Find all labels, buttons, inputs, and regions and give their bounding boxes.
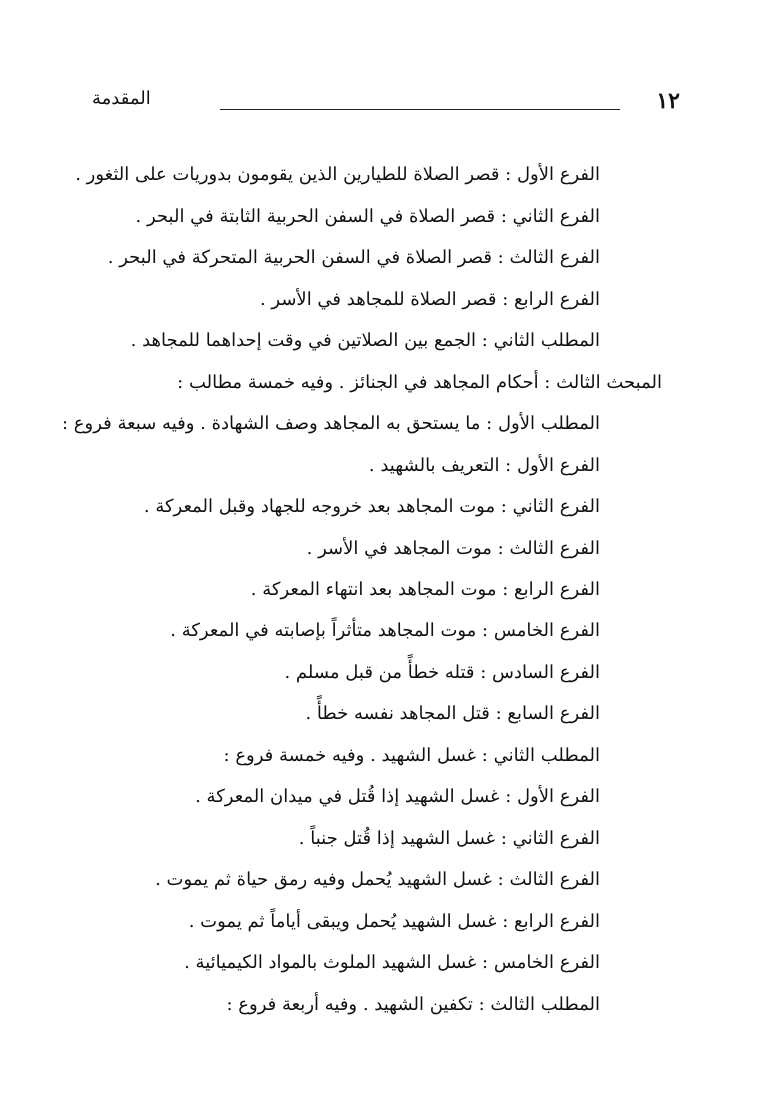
toc-line: الفرع الرابع : موت المجاهد بعد انتهاء المعركة . [250, 579, 600, 600]
toc-line: الفرع الخامس : غسل الشهيد الملوث بالمواد الكيميائية . [184, 952, 600, 973]
toc-line: المطلب الثالث : تكفين الشهيد . وفيه أربعة فروع : [226, 994, 600, 1015]
toc-line: الفرع الأول : غسل الشهيد إذا قُتل في ميدان المعركة . [195, 786, 600, 807]
toc-line: الفرع الثاني : قصر الصلاة في السفن الحربية الثابتة في البحر . [135, 206, 600, 227]
toc-line: الفرع الرابع : قصر الصلاة للمجاهد في الأسر . [259, 289, 600, 310]
toc-line: الفرع الثاني : موت المجاهد بعد خروجه للجهاد وقبل المعركة . [143, 496, 600, 517]
toc-line: الفرع الثالث : غسل الشهيد يُحمل وفيه رمق حياة ثم يموت . [155, 869, 600, 890]
toc-line: الفرع الرابع : غسل الشهيد يُحمل ويبقى أياماً ثم يموت . [188, 911, 600, 932]
toc-line: الفرع الخامس : موت المجاهد متأثراً بإصابته في المعركة . [170, 620, 600, 641]
toc-line: الفرع الثالث : قصر الصلاة في السفن الحربية المتحركة في البحر . [107, 247, 600, 268]
toc-line: المطلب الأول : ما يستحق به المجاهد وصف الشهادة . وفيه سبعة فروع : [62, 413, 600, 434]
toc-line: المطلب الثاني : غسل الشهيد . وفيه خمسة فروع : [223, 745, 600, 766]
toc-line: الفرع الثاني : غسل الشهيد إذا قُتل جنباً . [298, 828, 600, 849]
toc-line: المبحث الثالث : أحكام المجاهد في الجنائز . وفيه خمسة مطالب : [177, 372, 662, 393]
page-number: ١٢ [656, 88, 680, 114]
toc-line: الفرع السابع : قتل المجاهد نفسه خطأً . [305, 703, 600, 724]
toc-line: الفرع الأول : قصر الصلاة للطيارين الذين يقومون بدوريات على الثغور . [75, 164, 600, 185]
toc-line: المطلب الثاني : الجمع بين الصلاتين في وقت إحداهما للمجاهد . [130, 330, 600, 351]
running-title: المقدمة [92, 88, 151, 109]
toc-line: الفرع الأول : التعريف بالشهيد . [368, 455, 600, 476]
toc-line: الفرع الثالث : موت المجاهد في الأسر . [306, 538, 600, 559]
toc-line: الفرع السادس : قتله خطأً من قبل مسلم . [284, 662, 600, 683]
